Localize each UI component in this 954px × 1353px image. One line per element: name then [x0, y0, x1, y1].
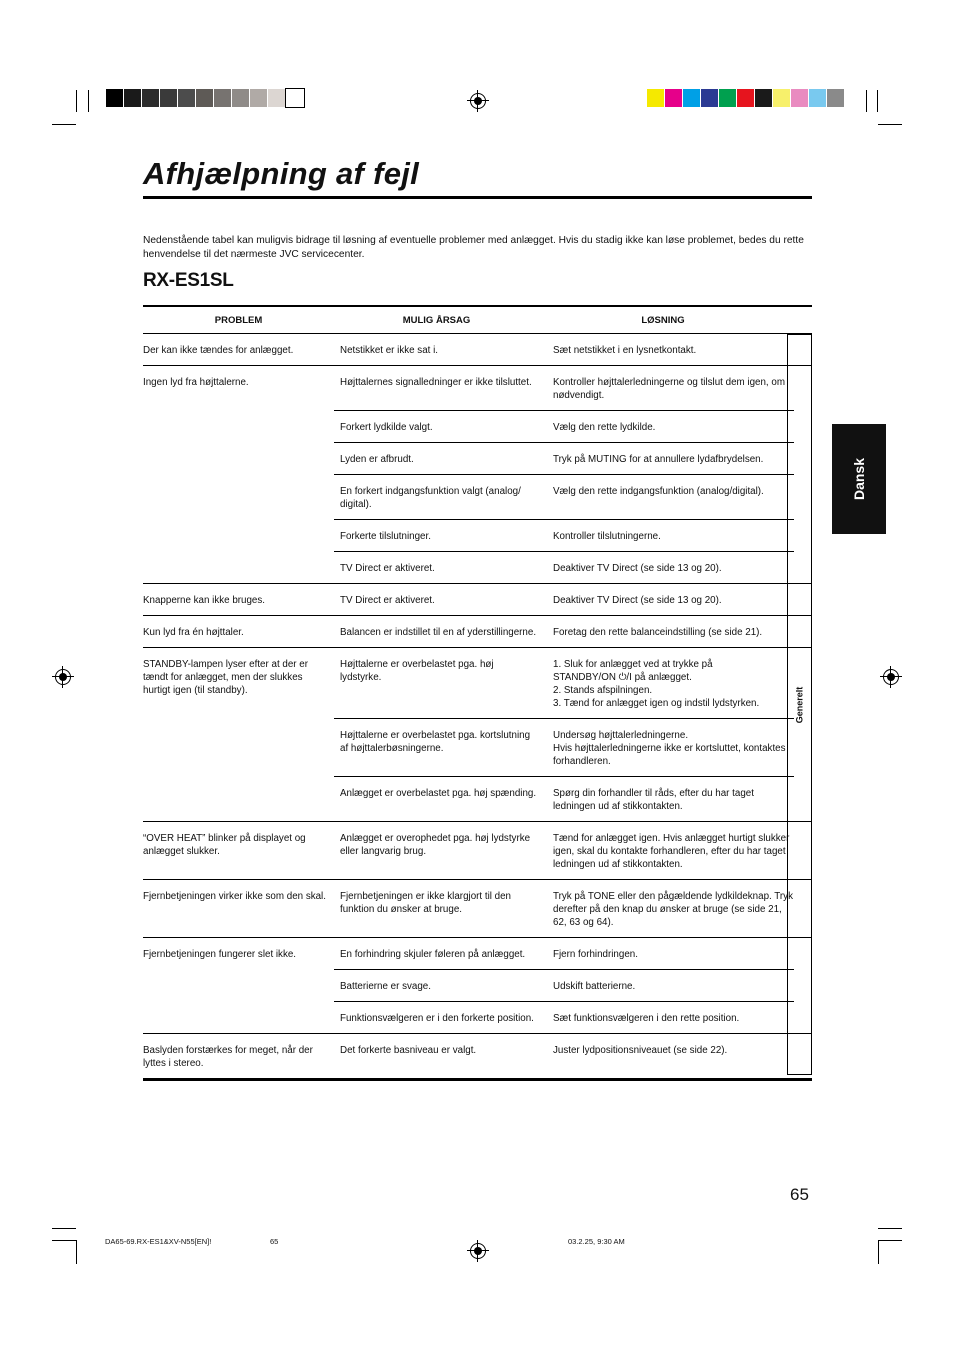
- table-header: [143, 305, 812, 334]
- registration-mark-icon: [883, 669, 899, 685]
- solution-cell: 1. Sluk for anlægget ved at trykke på STANDBY/ON ⏻/I på anlægget. 2. Stands afspilningen. 3. Tænd for anlægget igen og indstil lydstyrken.: [553, 659, 760, 709]
- cause-cell: TV Direct er aktiveret.: [340, 563, 435, 574]
- grayscale-swatch-bar: [106, 89, 304, 107]
- color-swatch: [196, 89, 214, 107]
- cause-cell: Netstikket er ikke sat i.: [340, 345, 438, 356]
- header-problem: PROBLEM: [214, 314, 263, 326]
- color-swatch: [124, 89, 142, 107]
- crop-mark: [878, 1228, 902, 1229]
- table-bottom-rule: [143, 1079, 812, 1081]
- solution-cell: Undersøg højttalerledningerne. Hvis højttalerledningerne ikke er kortsluttet, kontaktes forhandleren.: [553, 730, 786, 767]
- table-row: [334, 584, 794, 615]
- color-swatch: [701, 89, 719, 107]
- solution-cell: Sæt funktionsvælgeren i den rette position.: [553, 1013, 740, 1024]
- table-row-group: [143, 584, 812, 616]
- problem-cell: STANDBY-lampen lyser efter at der er tændt for anlægget, men der slukkes hurtigt igen (til standby).: [143, 659, 308, 696]
- crop-mark: [878, 1240, 879, 1264]
- header-cause: MULIG ÅRSAG: [402, 314, 471, 326]
- crop-mark: [76, 1240, 77, 1264]
- header-solution: LØSNING: [641, 314, 685, 326]
- color-swatch: [106, 89, 124, 107]
- solution-cell: Tryk på MUTING for at annullere lydafbrydelsen.: [553, 454, 764, 465]
- solution-cell: Tryk på TONE eller den pågældende lydkildeknap. Tryk derefter på den knap du ønsker at bruge (se side 21, 62, 63 og 64).: [553, 891, 793, 928]
- solution-cell: Deaktiver TV Direct (se side 13 og 20).: [553, 563, 722, 574]
- crop-mark: [76, 90, 77, 112]
- crop-mark: [52, 1228, 76, 1229]
- cause-cell: Balancen er indstillet til en af yderstillingerne.: [340, 627, 537, 638]
- table-row: [334, 719, 794, 777]
- cause-cell: Det forkerte basniveau er valgt.: [340, 1045, 477, 1056]
- cause-cell: Anlægget er overophedet pga. høj lydstyrke eller langvarig brug.: [340, 833, 531, 857]
- footer-file: DA65-69.RX-ES1&XV-N55[EN]!: [105, 1237, 212, 1246]
- registration-mark-icon: [470, 93, 486, 109]
- problem-cell: Ingen lyd fra højttalerne.: [143, 377, 249, 388]
- color-swatch-bar: [647, 89, 845, 107]
- table-row: [334, 648, 794, 719]
- table-row: [334, 822, 794, 879]
- table-row-group: [143, 880, 812, 938]
- model-heading: RX-ES1SL: [143, 270, 234, 291]
- cause-cell: Højttalerne er overbelastet pga. kortslutning af højttalerbøsningerne.: [340, 730, 531, 754]
- cause-cell: Forkert lydkilde valgt.: [340, 422, 433, 433]
- side-category-box: [787, 334, 812, 1075]
- cause-cell: Forkerte tilslutninger.: [340, 531, 431, 542]
- table-row: [334, 411, 794, 443]
- crop-mark: [878, 1240, 902, 1241]
- solution-cell: Sæt netstikket i en lysnetkontakt.: [553, 345, 697, 356]
- color-swatch: [827, 89, 845, 107]
- color-swatch: [647, 89, 665, 107]
- table-row-group: [143, 334, 812, 366]
- solution-cell: Deaktiver TV Direct (se side 13 og 20).: [553, 595, 722, 606]
- problem-cell: Baslyden forstærkes for meget, når der lyttes i stereo.: [143, 1045, 313, 1069]
- solution-cell: Vælg den rette lydkilde.: [553, 422, 656, 433]
- cause-cell: Højttalernes signalledninger er ikke tilsluttet.: [340, 377, 532, 388]
- table-row-group: [143, 938, 812, 1034]
- cause-cell: Anlægget er overbelastet pga. høj spænding.: [340, 788, 537, 799]
- solution-cell: Vælg den rette indgangsfunktion (analog/digital).: [553, 486, 764, 497]
- cause-cell: TV Direct er aktiveret.: [340, 595, 435, 606]
- side-category-label: Generelt: [794, 686, 805, 723]
- solution-cell: Spørg din forhandler til råds, efter du har taget ledningen ud af stikkontakten.: [553, 788, 754, 812]
- table-row: [334, 443, 794, 475]
- solution-cell: Udskift batterierne.: [553, 981, 636, 992]
- cause-cell: En forkert indgangsfunktion valgt (analog/ digital).: [340, 486, 521, 510]
- cause-cell: Funktionsvælgeren er i den forkerte position.: [340, 1013, 534, 1024]
- registration-mark-icon: [55, 669, 71, 685]
- table-row-group: [143, 822, 812, 880]
- table-row-group: [143, 616, 812, 648]
- table-row: [334, 366, 794, 411]
- table-row: [334, 1034, 794, 1065]
- cause-cell: Højttalerne er overbelastet pga. høj lydstyrke.: [340, 659, 494, 683]
- table-row: [334, 520, 794, 552]
- footer-date: 03.2.25, 9:30 AM: [568, 1237, 625, 1246]
- color-swatch: [791, 89, 809, 107]
- problem-cell: Der kan ikke tændes for anlægget.: [143, 345, 294, 356]
- crop-mark: [866, 90, 867, 112]
- color-swatch: [665, 89, 683, 107]
- cause-cell: Batterierne er svage.: [340, 981, 431, 992]
- problem-cell: Kun lyd fra én højttaler.: [143, 627, 244, 638]
- table-row: [334, 880, 794, 937]
- registration-mark-icon: [470, 1243, 486, 1259]
- footer-page: 65: [270, 1237, 279, 1246]
- color-swatch: [268, 89, 286, 107]
- color-swatch: [142, 89, 160, 107]
- cause-cell: En forhindring skjuler føleren på anlægget.: [340, 949, 526, 960]
- solution-cell: Juster lydpositionsniveauet (se side 22).: [553, 1045, 728, 1056]
- cause-cell: Fjernbetjeningen er ikke klargjort til den funktion du ønsker at bruge.: [340, 891, 511, 915]
- color-swatch: [160, 89, 178, 107]
- language-tab-label: Dansk: [851, 457, 867, 501]
- title-rule: [143, 196, 812, 199]
- crop-mark: [877, 90, 878, 112]
- color-swatch: [809, 89, 827, 107]
- color-swatch: [737, 89, 755, 107]
- crop-mark: [878, 124, 902, 125]
- intro-text: Nedenstående tabel kan muligvis bidrage til løsning af eventuelle problemer med anlægget. Hvis du stadig ikke kan løse problemet, bedes du rette henvendelse til det nærmeste JVC servicecenter.: [143, 235, 804, 260]
- color-swatch: [755, 89, 773, 107]
- color-swatch: [773, 89, 791, 107]
- problem-cell: Fjernbetjeningen virker ikke som den skal.: [143, 891, 326, 902]
- table-row: [334, 777, 794, 821]
- solution-cell: Kontroller højttalerledningerne og tilslut dem igen, om nødvendigt.: [553, 377, 785, 401]
- color-swatch: [250, 89, 268, 107]
- table-row-group: [143, 366, 812, 584]
- crop-mark: [88, 90, 89, 112]
- crop-mark: [52, 1240, 76, 1241]
- language-tab: [832, 424, 886, 534]
- solution-cell: Tænd for anlægget igen. Hvis anlægget hurtigt slukker igen, skal du kontakte forhandleren, efter du har taget ledningen ud af stikkontakten.: [553, 833, 790, 870]
- troubleshooting-table: [143, 305, 812, 1081]
- crop-mark: [52, 124, 76, 125]
- table-body: [143, 334, 812, 1079]
- solution-cell: Fjern forhindringen.: [553, 949, 638, 960]
- color-swatch: [719, 89, 737, 107]
- page-title: Afhjælpning af fejl: [143, 156, 420, 191]
- problem-cell: “OVER HEAT” blinker på displayet og anlægget slukker.: [143, 833, 306, 857]
- problem-cell: Knapperne kan ikke bruges.: [143, 595, 265, 606]
- solution-cell: Foretag den rette balanceindstilling (se side 21).: [553, 627, 763, 638]
- problem-cell: Fjernbetjeningen fungerer slet ikke.: [143, 949, 297, 960]
- color-swatch: [178, 89, 196, 107]
- color-swatch: [286, 89, 304, 107]
- table-row: [334, 1002, 794, 1033]
- table-row: [334, 616, 794, 647]
- page-number: 65: [790, 1185, 809, 1204]
- table-row: [334, 334, 794, 365]
- color-swatch: [232, 89, 250, 107]
- table-row: [334, 552, 794, 583]
- table-row: [334, 475, 794, 520]
- table-row-group: [143, 1034, 812, 1079]
- cause-cell: Lyden er afbrudt.: [340, 454, 414, 465]
- color-swatch: [683, 89, 701, 107]
- solution-cell: Kontroller tilslutningerne.: [553, 531, 661, 542]
- color-swatch: [214, 89, 232, 107]
- table-row: [334, 970, 794, 1002]
- table-row: [334, 938, 794, 970]
- table-row-group: [143, 648, 812, 822]
